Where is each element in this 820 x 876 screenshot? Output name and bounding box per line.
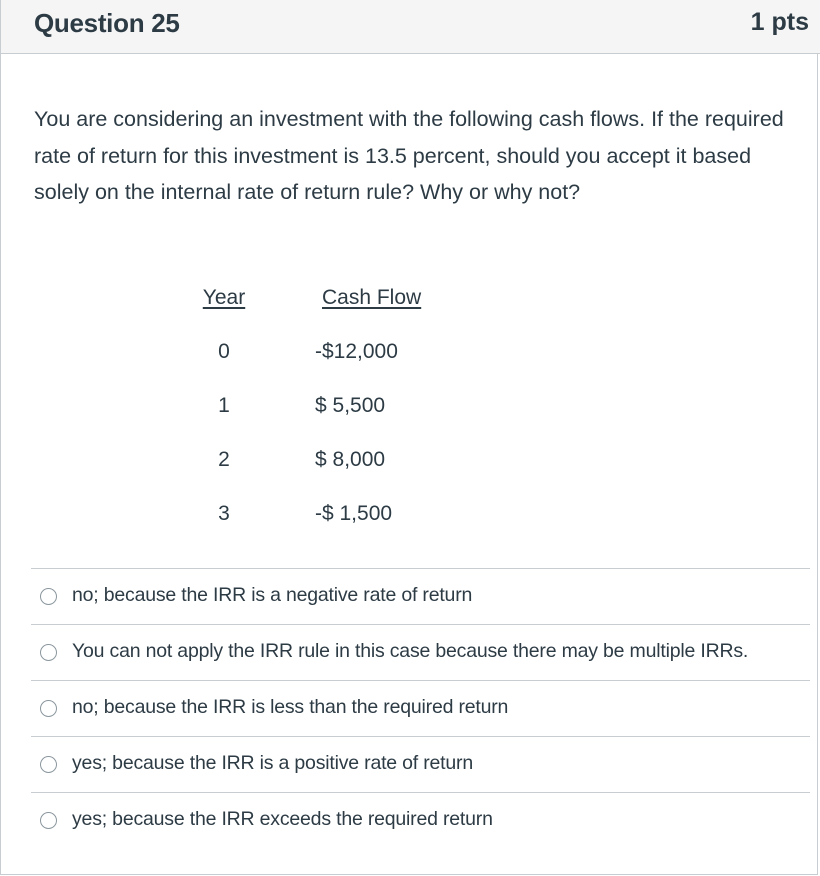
cash-flow-table (181, 281, 461, 551)
cash-flow-cell: -$ 1,500 (315, 502, 393, 525)
cash-flow-cell: $ 5,500 (315, 394, 386, 417)
answer-label[interactable]: no; because the IRR is less than the required return (72, 696, 509, 718)
cash-flow-column-header: Cash Flow (322, 286, 422, 309)
radio-button[interactable] (40, 644, 57, 661)
year-cell: 3 (218, 502, 230, 525)
table-row (181, 389, 461, 443)
year-cell: 1 (218, 394, 230, 417)
answer-option[interactable] (31, 736, 810, 792)
year-cell: 2 (218, 448, 230, 471)
table-row (181, 335, 461, 389)
question-header (1, 0, 820, 54)
radio-button[interactable] (40, 812, 57, 829)
radio-button[interactable] (40, 700, 57, 717)
question-text: You are considering an investment with the following cash flows. If the required rate of return for this investment is 13.5 percent, should you accept it based solely on the internal rate of return rule? Why or why not? (34, 107, 784, 204)
table-header-row (181, 281, 461, 335)
answer-option[interactable] (31, 792, 810, 848)
table-row (181, 443, 461, 497)
radio-button[interactable] (40, 756, 57, 773)
question-title: Question 25 (34, 8, 180, 38)
radio-button[interactable] (40, 588, 57, 605)
answer-option[interactable] (31, 568, 810, 624)
year-column-header: Year (202, 286, 246, 309)
cash-flow-cell: $ 8,000 (315, 448, 386, 471)
answer-label[interactable]: yes; because the IRR exceeds the required return (72, 808, 493, 830)
cash-flow-cell: -$12,000 (315, 340, 398, 363)
question-points: 1 pts (750, 8, 809, 36)
answer-label[interactable]: yes; because the IRR is a positive rate of return (72, 752, 473, 774)
answer-label[interactable]: You can not apply the IRR rule in this case because there may be multiple IRRs. (72, 640, 749, 662)
answer-list (31, 568, 810, 848)
answer-option[interactable] (31, 624, 810, 680)
table-row (181, 497, 461, 551)
answer-option[interactable] (31, 680, 810, 736)
answer-label[interactable]: no; because the IRR is a negative rate of return (72, 584, 473, 606)
year-cell: 0 (218, 340, 230, 363)
